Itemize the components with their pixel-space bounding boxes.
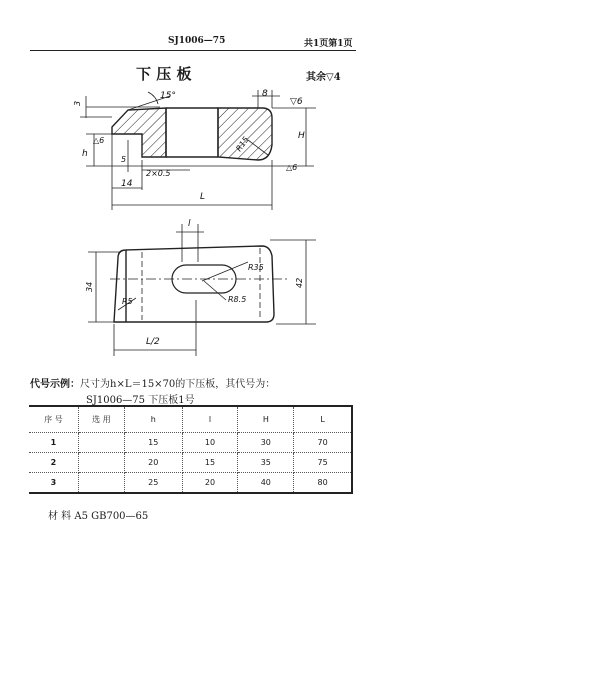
svg-text:△6: △6 bbox=[93, 136, 105, 145]
header-h: h bbox=[124, 406, 182, 433]
example-label: 代号示例： bbox=[30, 379, 80, 390]
spec-table bbox=[29, 405, 353, 494]
cell-H: 40 bbox=[238, 473, 294, 494]
cell-select bbox=[78, 473, 124, 494]
material-note: 材 料 A5 GB700—65 bbox=[48, 511, 149, 522]
svg-text:42: 42 bbox=[295, 277, 304, 288]
section-view bbox=[112, 108, 272, 160]
table-row bbox=[29, 453, 352, 473]
svg-text:△6: △6 bbox=[286, 163, 298, 172]
cell-H: 30 bbox=[238, 433, 294, 453]
svg-text:H: H bbox=[298, 131, 305, 141]
table-header-row bbox=[29, 406, 352, 433]
cell-L: 75 bbox=[294, 453, 352, 473]
example-line bbox=[30, 375, 275, 390]
svg-text:34: 34 bbox=[85, 281, 94, 292]
svg-text:2×0.5: 2×0.5 bbox=[146, 169, 171, 178]
standard-number: SJ1006—75 bbox=[168, 36, 226, 46]
plan-dimensions bbox=[88, 224, 316, 356]
cell-select bbox=[78, 433, 124, 453]
header-seq: 序 号 bbox=[29, 406, 78, 433]
svg-text:8: 8 bbox=[262, 89, 268, 99]
cell-select bbox=[78, 453, 124, 473]
cell-seq: 2 bbox=[29, 453, 78, 473]
svg-text:l: l bbox=[188, 219, 191, 229]
cell-l: 10 bbox=[182, 433, 238, 453]
technical-drawing bbox=[0, 80, 360, 360]
example-text: 尺寸为h×L＝15×70的下压板，其代号为： bbox=[80, 379, 276, 390]
svg-text:R35: R35 bbox=[248, 263, 264, 272]
svg-text:h: h bbox=[82, 149, 88, 159]
svg-text:14: 14 bbox=[121, 179, 133, 189]
svg-text:15°: 15° bbox=[160, 91, 176, 101]
plan-view bbox=[114, 246, 274, 322]
header-l: l bbox=[182, 406, 238, 433]
roughness-note: 其余▽4 bbox=[306, 72, 341, 83]
header-H: H bbox=[238, 406, 294, 433]
cell-L: 80 bbox=[294, 473, 352, 494]
cell-l: 15 bbox=[182, 453, 238, 473]
cell-l: 20 bbox=[182, 473, 238, 494]
page-info: 共1页第1页 bbox=[304, 39, 353, 49]
page-title: 下 压 板 bbox=[136, 65, 192, 83]
svg-text:5: 5 bbox=[121, 155, 127, 164]
cell-h: 20 bbox=[124, 453, 182, 473]
cell-seq: 1 bbox=[29, 433, 78, 453]
svg-text:R8.5: R8.5 bbox=[228, 295, 247, 304]
header-rule bbox=[30, 50, 356, 51]
table-row bbox=[29, 473, 352, 494]
svg-text:▽6: ▽6 bbox=[290, 97, 303, 107]
cell-h: 15 bbox=[124, 433, 182, 453]
cell-h: 25 bbox=[124, 473, 182, 494]
cell-seq: 3 bbox=[29, 473, 78, 494]
cell-L: 70 bbox=[294, 433, 352, 453]
svg-text:3: 3 bbox=[73, 100, 82, 106]
svg-text:R15: R15 bbox=[234, 135, 251, 154]
header-select: 选 用 bbox=[78, 406, 124, 433]
plan-dimension-text bbox=[85, 219, 304, 347]
table-row bbox=[29, 433, 352, 453]
example-code: SJ1006—75 下压板1号 bbox=[86, 395, 195, 406]
header-L: L bbox=[294, 406, 352, 433]
svg-text:L: L bbox=[200, 192, 206, 202]
svg-text:L/2: L/2 bbox=[146, 337, 160, 347]
cell-H: 35 bbox=[238, 453, 294, 473]
svg-text:R5: R5 bbox=[122, 297, 133, 306]
